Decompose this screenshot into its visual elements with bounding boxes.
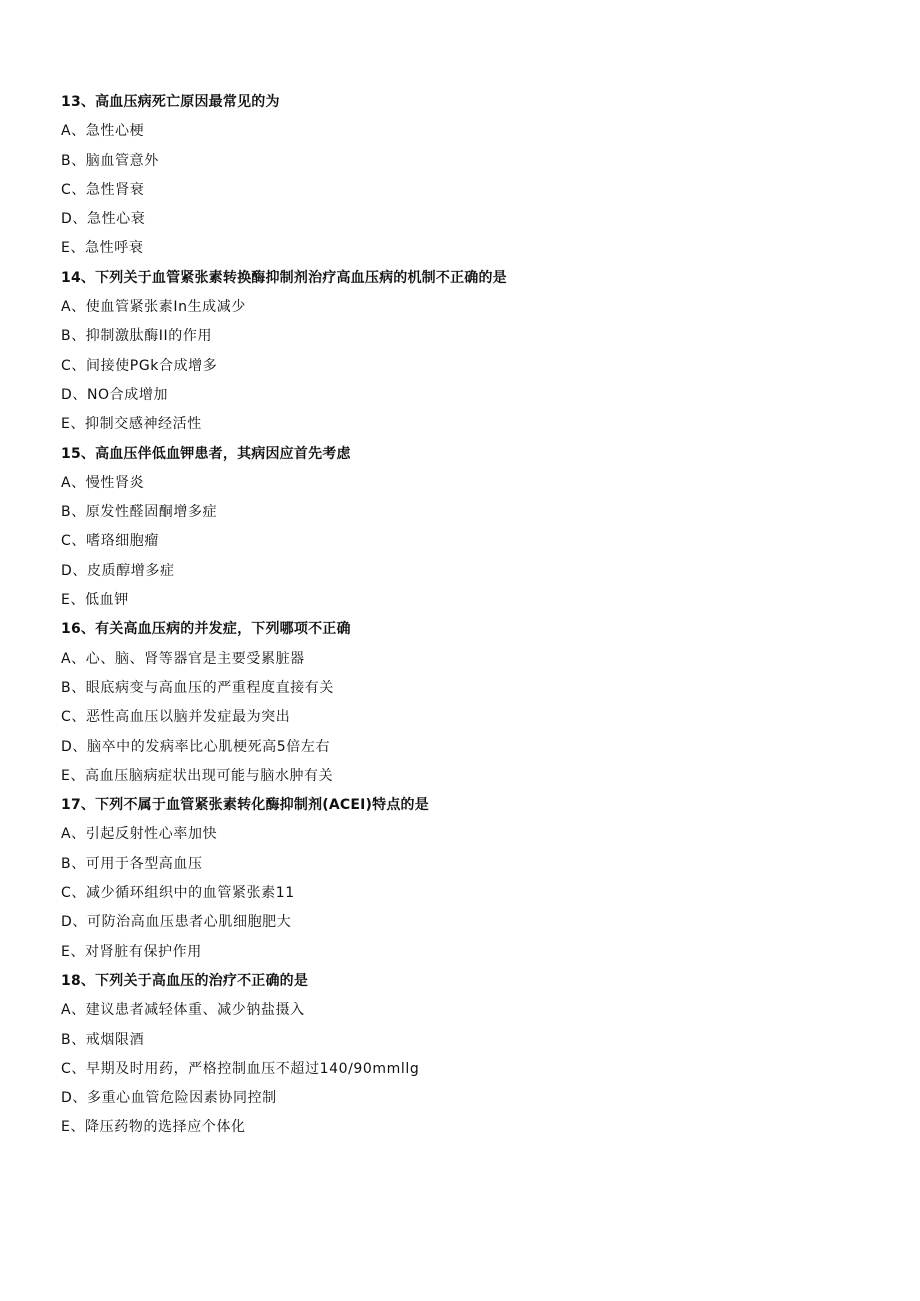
question-14 — [61, 264, 861, 440]
option-c: C、早期及时用药，严格控制血压不超过140∕90mmllg — [61, 1060, 420, 1077]
option-b: B、可用于各型高血压 — [61, 855, 203, 872]
option-d: D、脑卒中的发病率比心肌梗死高5倍左右 — [61, 738, 331, 755]
question-title: 15、高血压伴低血钾患者，其病因应首先考虑 — [61, 445, 351, 462]
question-title: 18、下列关于高血压的治疗不正确的是 — [61, 972, 309, 989]
option-e: E、急性呼衰 — [61, 240, 144, 257]
option-e: E、高血压脑病症状出现可能与脑水肿有关 — [61, 767, 334, 784]
option-c: C、急性肾衰 — [61, 181, 145, 198]
question-title: 16、有关高血压病的并发症，下列哪项不正确 — [61, 621, 351, 638]
option-b: B、脑血管意外 — [61, 152, 159, 169]
option-d: D、急性心衰 — [61, 211, 146, 228]
option-c: C、嗜珞细胞瘤 — [61, 533, 159, 550]
question-title: 14、下列关于血管紧张素转换酶抑制剂治疗高血压病的机制不正确的是 — [61, 269, 507, 286]
document-page — [61, 88, 861, 1143]
option-b: B、抑制激肽酶II的作用 — [61, 328, 213, 345]
option-e: E、降压药物的选择应个体化 — [61, 1119, 246, 1136]
option-d: D、皮质醇增多症 — [61, 562, 175, 579]
option-c: C、减少循环组织中的血管紧张素11 — [61, 885, 295, 902]
option-a: A、心、脑、肾等器官是主要受累脏器 — [61, 650, 305, 667]
option-e: E、抑制交感神经活性 — [61, 416, 202, 433]
question-15 — [61, 440, 861, 616]
option-d: D、可防治高血压患者心肌细胞肥大 — [61, 914, 292, 931]
option-d: D、NO合成增加 — [61, 386, 169, 403]
question-13 — [61, 88, 861, 264]
question-title: 17、下列不属于血管紧张素转化酶抑制剂(ACEI)特点的是 — [61, 797, 429, 814]
option-b: B、眼底病变与高血压的严重程度直接有关 — [61, 679, 335, 696]
question-17 — [61, 791, 861, 967]
option-e: E、对肾脏有保护作用 — [61, 943, 202, 960]
option-b: B、原发性醛固酮增多症 — [61, 504, 218, 521]
option-a: A、引起反射性心率加快 — [61, 826, 218, 843]
option-c: C、间接使PGk合成增多 — [61, 357, 218, 374]
option-a: A、使血管紧张素In生成减少 — [61, 299, 246, 316]
option-b: B、戒烟限酒 — [61, 1031, 145, 1048]
option-c: C、恶性高血压以脑并发症最为突出 — [61, 709, 291, 726]
question-16 — [61, 615, 861, 791]
option-d: D、多重心血管危险因素协同控制 — [61, 1090, 277, 1107]
option-a: A、急性心梗 — [61, 123, 145, 140]
question-title: 13、高血压病死亡原因最常见的为 — [61, 94, 280, 110]
question-18 — [61, 967, 861, 1143]
option-a: A、慢性肾炎 — [61, 474, 145, 491]
option-a: A、建议患者减轻体重、减少钠盐摄入 — [61, 1002, 305, 1019]
option-e: E、低血钾 — [61, 592, 129, 609]
